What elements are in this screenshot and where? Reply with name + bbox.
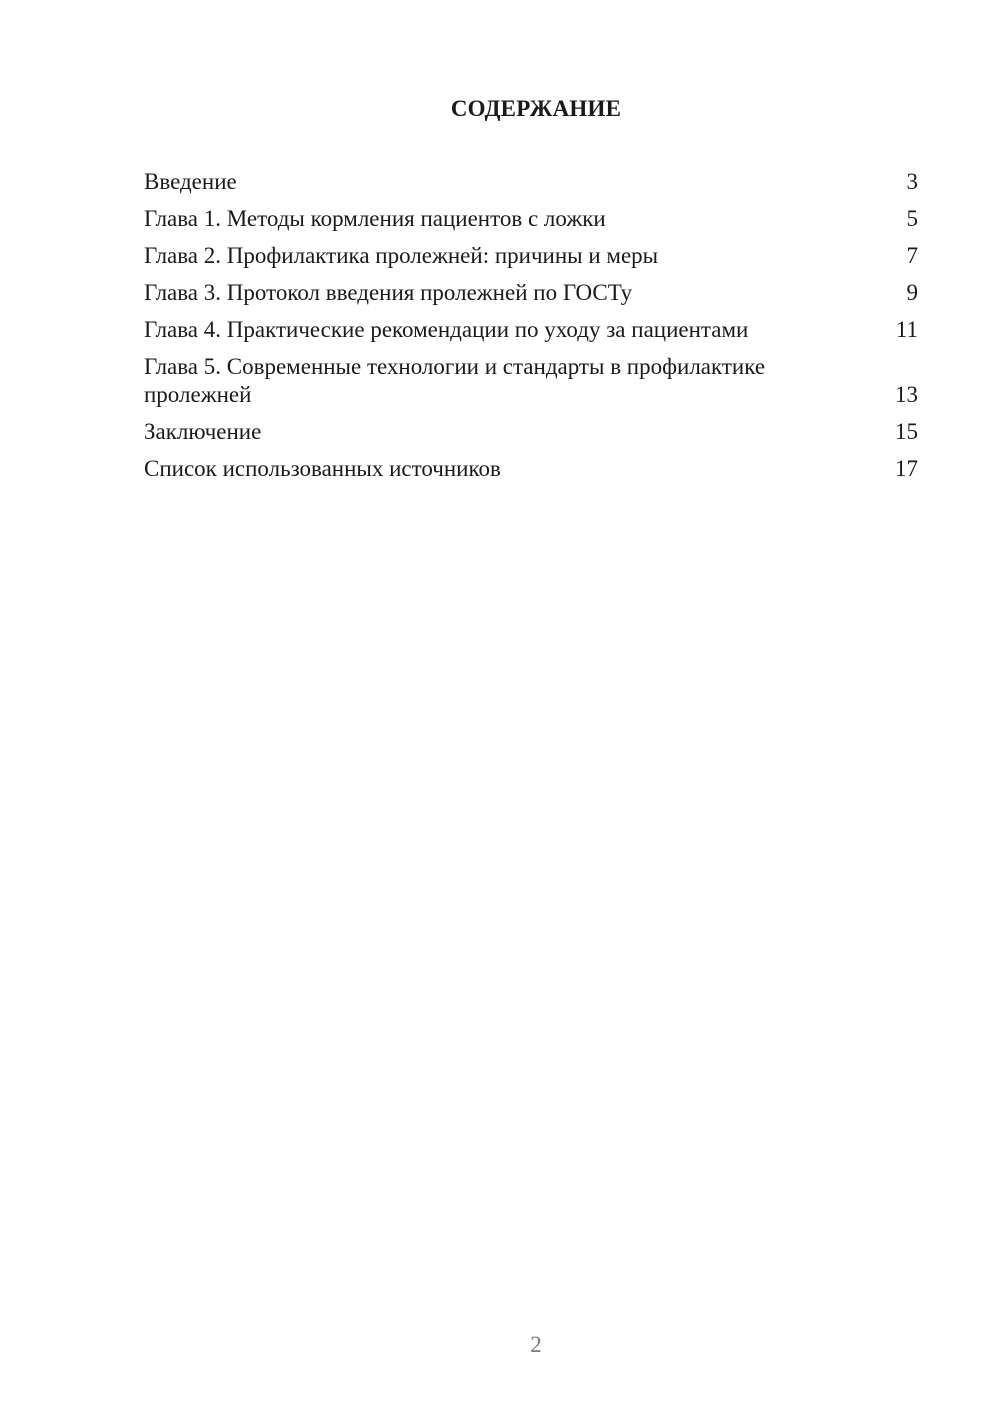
toc-item-text: Глава 5. Современные технологии и стандарты в профилактике пролежней	[144, 354, 766, 407]
toc-item-chapter-5	[144, 353, 918, 409]
toc-item-references	[144, 455, 918, 483]
toc-item-page: 5	[906, 206, 918, 231]
toc-item-page: 13	[895, 382, 918, 407]
toc-item-text: Глава 1. Методы кормления пациентов с ложки	[144, 206, 606, 231]
toc-item-text: Глава 3. Протокол введения пролежней по ГОСТу	[144, 280, 633, 305]
toc-item-page: 15	[895, 419, 918, 444]
toc-item-introduction	[144, 168, 918, 196]
page-number: 2	[530, 1332, 542, 1357]
toc-item-page: 7	[906, 243, 918, 268]
toc-item-chapter-3	[144, 279, 918, 307]
toc-item-chapter-4	[144, 316, 918, 344]
page-title: СОДЕРЖАНИЕ	[450, 96, 622, 121]
toc-item-page: 3	[906, 169, 918, 194]
table-of-contents	[144, 168, 918, 492]
toc-item-chapter-2	[144, 242, 918, 270]
toc-item-text: Заключение	[144, 419, 262, 444]
toc-item-page: 9	[906, 280, 918, 305]
toc-item-text: Глава 4. Практические рекомендации по уходу за пациентами	[144, 317, 749, 342]
toc-item-chapter-1	[144, 205, 918, 233]
toc-item-page: 17	[895, 456, 918, 481]
toc-item-text: Введение	[144, 169, 237, 194]
toc-item-text: Глава 2. Профилактика пролежней: причины и меры	[144, 243, 659, 268]
toc-item-page: 11	[895, 317, 918, 342]
toc-item-text: Список использованных источников	[144, 456, 501, 481]
toc-item-conclusion	[144, 418, 918, 446]
